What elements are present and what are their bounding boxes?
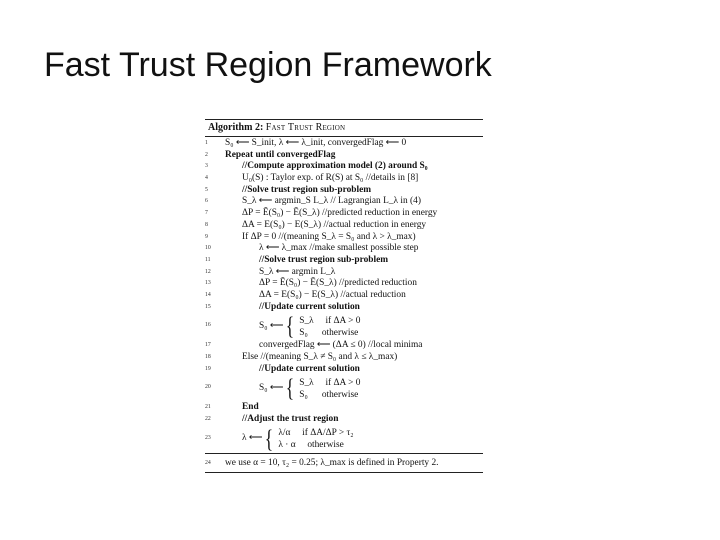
line-number: 12 (205, 268, 211, 275)
algorithm-line (205, 340, 483, 352)
line-number: 6 (205, 198, 208, 205)
line-number: 11 (205, 256, 211, 263)
case-row: S_λ if ΔA > 0 (299, 377, 361, 388)
line-number: 2 (205, 151, 208, 158)
algorithm-line (205, 150, 483, 162)
line-number: 10 (205, 245, 211, 252)
line-text: //Update current solution (259, 301, 360, 312)
case-expression (242, 426, 354, 453)
case-row: S₀ otherwise (299, 327, 359, 338)
line-number: 1 (205, 140, 208, 146)
algorithm-name: Fast Trust Region (265, 122, 346, 133)
algorithm-caption (205, 120, 483, 136)
line-text: Repeat until convergedFlag (225, 149, 336, 160)
algorithm-line (205, 267, 483, 279)
line-number: 13 (205, 280, 211, 287)
line-number: 9 (205, 233, 208, 240)
line-text: //Solve trust region sub-problem (242, 184, 372, 195)
line-text: If ΔP = 0 //(meaning S_λ = S₀ and λ > λ_max) (242, 231, 416, 242)
algorithm-case-line (205, 313, 483, 340)
line-text: //Solve trust region sub-problem (259, 254, 389, 265)
algorithm-case-line (205, 375, 483, 402)
case-lhs: S₀ ⟵ (259, 383, 284, 394)
algorithm-line (205, 243, 483, 255)
algorithm-line (205, 185, 483, 197)
line-number: 16 (205, 322, 211, 329)
line-text: //Update current solution (259, 363, 360, 374)
line-number: 20 (205, 384, 211, 391)
algorithm-box (205, 119, 483, 473)
line-text: ΔP = Ẽ(S₀) − Ẽ(S_λ) //predicted reduction (259, 278, 417, 289)
line-text: S_λ ⟵ argmin_S L_λ // Lagrangian L_λ in (4) (242, 196, 421, 207)
algorithm-line (205, 414, 483, 426)
line-number: 17 (205, 342, 211, 349)
line-number: 18 (205, 354, 211, 360)
line-number: 23 (205, 434, 211, 441)
line-text: λ ⟵ λ_max //make smallest possible step (259, 243, 419, 254)
algorithm-line (205, 161, 483, 173)
line-number: 21 (205, 404, 211, 411)
bottom-rule (205, 472, 483, 473)
left-brace: { (265, 425, 274, 453)
algorithm-label: Algorithm 2: (208, 122, 264, 133)
algorithm-line (205, 402, 483, 414)
line-number: 14 (205, 291, 211, 298)
line-number: 4 (205, 175, 208, 182)
case-expression (259, 313, 360, 340)
algorithm-line (205, 138, 483, 150)
slide-title: Fast Trust Region Framework (44, 46, 492, 84)
case-expression (259, 375, 360, 402)
algorithm-line (205, 220, 483, 232)
line-text: ΔA = E(S₀) − E(S_λ) //actual reduction (259, 289, 406, 300)
algorithm-line (205, 364, 483, 376)
case-row: λ · α otherwise (278, 440, 344, 451)
case-lhs: λ ⟵ (242, 433, 263, 444)
algorithm-line (205, 208, 483, 220)
algorithm-footnote (205, 454, 483, 472)
line-number: 22 (205, 416, 211, 423)
line-text: End (242, 402, 259, 413)
left-brace: { (286, 313, 295, 341)
line-text: Else //(meaning S_λ ≠ S₀ and λ ≤ λ_max) (242, 352, 398, 362)
line-number: 15 (205, 303, 211, 310)
algorithm-line (205, 232, 483, 244)
line-text: ΔA = E(S₀) − E(S_λ) //actual reduction in energy (242, 219, 427, 230)
algorithm-line (205, 290, 483, 302)
line-text: convergedFlag ⟵ (ΔA ≤ 0) //local minima (259, 340, 423, 351)
algorithm-line (205, 302, 483, 314)
algorithm-line (205, 173, 483, 185)
line-text: ΔP = Ẽ(S₀) − Ẽ(S_λ) //predicted reduction in energy (242, 208, 438, 219)
case-rows (299, 315, 360, 339)
algorithm-line (205, 352, 483, 364)
case-row: S₀ otherwise (299, 389, 359, 400)
algorithm-line (205, 278, 483, 290)
case-lhs: S₀ ⟵ (259, 320, 284, 331)
line-text: //Compute approximation model (2) around S₀ (242, 161, 428, 172)
line-number: 19 (205, 365, 211, 372)
line-text: //Adjust the trust region (242, 414, 339, 425)
case-row: S_λ if ΔA > 0 (299, 315, 361, 326)
line-number: 8 (205, 221, 208, 228)
algorithm-case-line (205, 426, 483, 453)
line-text: S₀ ⟵ S_init, λ ⟵ λ_init, convergedFlag ⟵ 0 (225, 138, 407, 148)
case-rows (299, 377, 360, 401)
line-number: 5 (205, 186, 208, 193)
line-text: U₀(S) : Taylor exp. of R(S) at S₀ //details in [8] (242, 173, 419, 184)
left-brace: { (286, 375, 295, 403)
line-number: 7 (205, 210, 208, 217)
algorithm-line (205, 196, 483, 208)
footnote-text: we use α = 10, τ₂ = 0.25; λ_max is defined in Property 2. (225, 457, 439, 468)
case-row: λ/α if ΔA/ΔP > τ₂ (278, 428, 354, 439)
line-number: 3 (205, 163, 208, 170)
algorithm-lines (205, 137, 483, 453)
case-rows (278, 427, 353, 451)
algorithm-line (205, 255, 483, 267)
line-number: 24 (205, 459, 211, 466)
line-text: S_λ ⟵ argmin L_λ (259, 266, 336, 277)
